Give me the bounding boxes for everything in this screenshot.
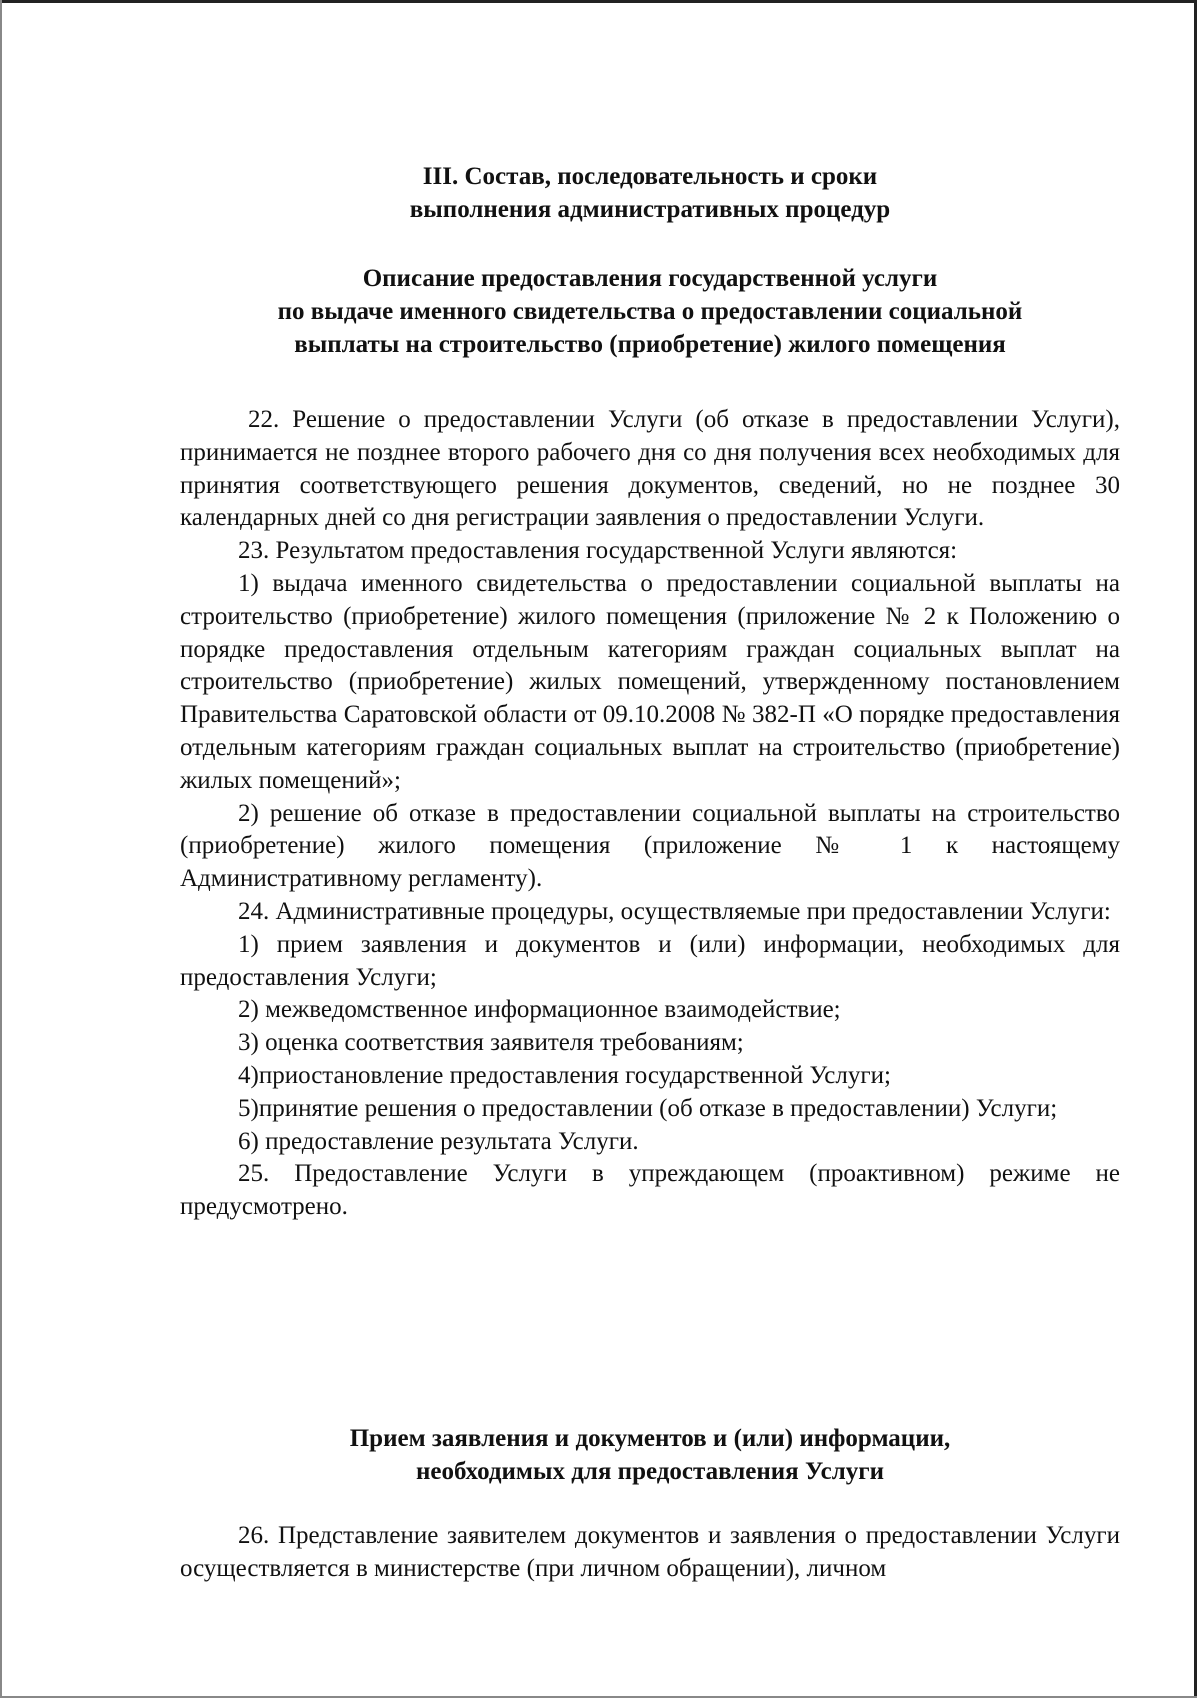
paragraph-25: 25. Предоставление Услуги в упреждающем (проактивном) режиме не предусмотрено. bbox=[180, 1160, 1120, 1221]
paragraph-23-item-2: 2) решение об отказе в предоставлении социальной выплаты на строительство (приобретение) жилого помещения (приложение № 1 к настоящему Административному регламенту). bbox=[180, 799, 1120, 893]
service-description-line-2: по выдаче именного свидетельства о предоставлении социальной bbox=[277, 298, 1023, 325]
reception-section-title bbox=[180, 1422, 1120, 1488]
section-title-line-2: выполнения административных процедур bbox=[409, 196, 891, 223]
paragraph-24-item-6: 6) предоставление результата Услуги. bbox=[238, 1127, 639, 1155]
reception-title-line-1: Прием заявления и документов и (или) информации, bbox=[349, 1425, 951, 1452]
body-text bbox=[180, 404, 1120, 1224]
paragraph-23-item-1: 1) выдача именного свидетельства о предоставлении социальной выплаты на строительство (приобретение) жилого помещения (приложение № 2 к Положению о порядке предоставления отдельным категориям граждан социальных выплат на строительство (приобретение) жилых помещений, утвержденному постановлением Правительства Саратовской области от 09.10.2008 № 382-П «О порядке предоставления отдельным категориям граждан социальных выплат на строительство (приобретение) жилых помещений»; bbox=[180, 569, 1120, 794]
paragraph-24-item-3: 3) оценка соответствия заявителя требованиям; bbox=[238, 1029, 744, 1057]
paragraph-24: 24. Административные процедуры, осуществляемые при предоставлении Услуги: bbox=[238, 897, 1111, 925]
service-description-line-3: выплаты на строительство (приобретение) жилого помещения bbox=[294, 331, 1006, 358]
paragraph-26: 26. Представление заявителем документов и заявления о предоставлении Услуги осуществляется в министерстве (при личном обращении), личном bbox=[180, 1522, 1120, 1582]
paragraph-24-item-2: 2) межведомственное информационное взаимодействие; bbox=[238, 996, 841, 1024]
paragraph-24-item-4: 4)приостановление предоставления государственной Услуги; bbox=[238, 1061, 891, 1089]
paragraph-22: 22. Решение о предоставлении Услуги (об отказе в предоставлении Услуги), принимается не позднее второго рабочего дня со дня получения всех необходимых для принятия соответствующего решения документов, сведений, но не позднее 30 календарных дней со дня регистрации заявления о предоставлении Услуги. bbox=[180, 406, 1120, 532]
service-description-line-1: Описание предоставления государственной услуги bbox=[362, 265, 938, 292]
scan-frame-top bbox=[0, 0, 1197, 3]
section-title bbox=[180, 160, 1120, 226]
paragraph-23: 23. Результатом предоставления государственной Услуги являются: bbox=[238, 537, 958, 565]
body-text-continued bbox=[180, 1520, 1120, 1586]
service-description-heading bbox=[180, 262, 1120, 361]
scan-frame-right bbox=[1194, 0, 1197, 1698]
paragraph-24-item-1: 1) прием заявления и документов и (или) информации, необходимых для предоставления Услуги; bbox=[180, 930, 1120, 991]
section-title-line-1: III. Состав, последовательность и сроки bbox=[422, 163, 878, 190]
paragraph-24-item-5: 5)принятие решения о предоставлении (об отказе в предоставлении) Услуги; bbox=[238, 1094, 1058, 1122]
reception-title-line-2: необходимых для предоставления Услуги bbox=[416, 1458, 884, 1485]
scan-frame-left bbox=[0, 0, 2, 1698]
